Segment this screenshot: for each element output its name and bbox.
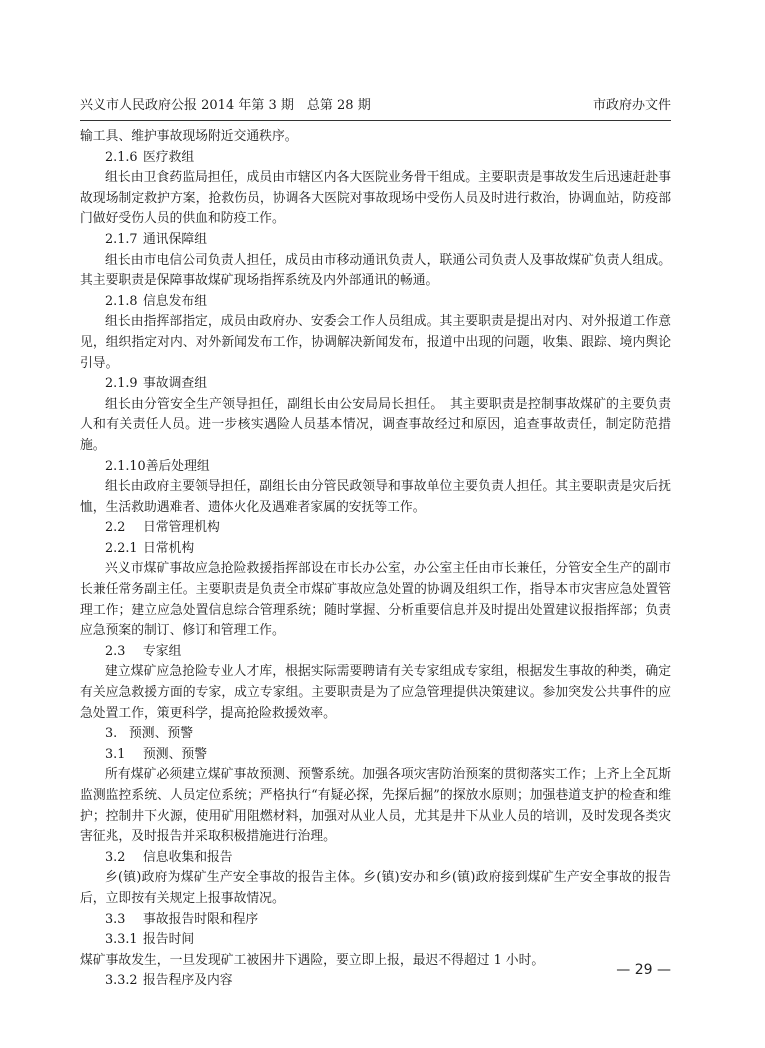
section-number: 2.1.7 xyxy=(105,231,138,247)
section-heading xyxy=(80,910,671,931)
document-body xyxy=(80,127,671,992)
paragraph: 建立煤矿应急抢险专业人才库，根据实际需要聘请有关专家组成专家组，根据发生事故的种类，确定有关应急救援方面的专家，成立专家组。主要职责是为了应急管理提供决策建议。参加突发公共事件的应急处置工作，策更科学，提高抢险救援效率。 xyxy=(80,664,671,721)
section-title: 预测、预警 xyxy=(143,746,207,762)
paragraph: 组长由分管安全生产领导担任，副组长由公安局局长担任。 其主要职责是控制事故煤矿的主要负责人和有关责任人员。进一步核实遇险人员基本情况，调查事故经过和原因，追查事故责任，制定防范措施。 xyxy=(80,396,671,453)
section-title: 日常管理机构 xyxy=(143,520,220,536)
section-heading xyxy=(80,539,671,560)
paragraph: 组长由指挥部指定，成员由政府办、安委会工作人员组成。其主要职责是提出对内、对外报道工作意见，组织指定对内、对外新闻发布工作，协调解决新闻发布，报道中出现的问题，收集、跟踪、境内舆论引导。 xyxy=(80,314,671,371)
paragraph: 组长由卫食药监局担任，成员由市辖区内各大医院业务骨干组成。主要职责是事故发生后迅速赶赴事故现场制定救护方案，抢救伤员，协调各大医院对事故现场中受伤人员及时进行救治，协调血站，防疫部门做好受伤人员的供血和防疫工作。 xyxy=(80,170,671,227)
section-number: 3.3.1 xyxy=(105,932,138,948)
page-header xyxy=(80,96,671,116)
section-number: 2.2.1 xyxy=(105,540,138,556)
section-heading xyxy=(80,148,671,169)
section-heading xyxy=(80,457,671,478)
header-publication-title: 兴义市人民政府公报 2014 年第 3 期 总第 28 期 xyxy=(80,98,371,113)
section-heading xyxy=(80,642,671,663)
header-divider xyxy=(80,120,671,121)
section-number: 2.1.6 xyxy=(105,149,138,165)
section-number: 2.2 xyxy=(105,520,126,536)
paragraph: 组长由政府主要领导担任，副组长由分管民政领导和事故单位主要负责人担任。其主要职责是灾后抚恤，生活救助遇难者、遗体火化及遇难者家属的安抚等工作。 xyxy=(80,479,671,515)
section-number: 3. xyxy=(105,726,118,742)
section-title: 预测、预警 xyxy=(129,726,193,742)
section-number: 3.1 xyxy=(105,746,126,762)
paragraph-continuation: 输工具、维护事故现场附近交通秩序。 xyxy=(80,129,298,144)
section-title: 善后处理组 xyxy=(145,458,210,474)
section-number: 2.1.9 xyxy=(105,376,138,392)
section-title: 事故报告时限和程序 xyxy=(143,911,259,927)
section-number: 2.1.10 xyxy=(105,458,146,474)
section-heading xyxy=(80,745,671,766)
section-heading xyxy=(80,724,671,745)
section-heading xyxy=(80,930,671,951)
paragraph: 乡(镇)政府为煤矿生产安全事故的报告主体。乡(镇)安办和乡(镇)政府接到煤矿生产安全事故的报告后，立即按有关规定上报事故情况。 xyxy=(80,870,671,906)
section-title: 报告时间 xyxy=(143,932,195,948)
section-heading xyxy=(80,518,671,539)
page-number: — 29 — xyxy=(616,962,671,978)
section-title: 信息发布组 xyxy=(143,293,207,309)
section-title: 报告程序及内容 xyxy=(143,973,233,989)
section-title: 通讯保障组 xyxy=(143,231,207,247)
section-heading xyxy=(80,971,671,992)
paragraph: 组长由市电信公司负责人担任，成员由市移动通讯负责人，联通公司负责人及事故煤矿负责人组成。其主要职责是保障事故煤矿现场指挥系统及内外部通讯的畅通。 xyxy=(80,252,671,289)
section-heading xyxy=(80,374,671,395)
section-heading xyxy=(80,230,671,251)
section-number: 3.3.2 xyxy=(105,973,138,989)
section-heading xyxy=(80,292,671,313)
section-number: 3.2 xyxy=(105,849,126,865)
section-number: 3.3 xyxy=(105,911,126,927)
section-number: 2.1.8 xyxy=(105,293,138,309)
paragraph: 所有煤矿必须建立煤矿事故预测、预警系统。加强各项灾害防治预案的贯彻落实工作；上齐上全瓦斯监测监控系统、人员定位系统；严格执行“有疑必探，先探后掘”的探放水原则；加强巷道支护的检查和维护；控制井下火源，使用矿用阻燃材料，加强对从业人员，尤其是井下从业人员的培训，及时发现各类灾害征兆，及时报告并采取积极措施进行治理。 xyxy=(80,767,671,845)
header-section-title: 市政府办文件 xyxy=(592,98,671,113)
section-heading xyxy=(80,848,671,869)
paragraph-continuation: 煤矿事故发生，一旦发现矿工被困井下遇险，要立即上报，最迟不得超过 1 小时。 xyxy=(80,952,545,968)
section-title: 事故调查组 xyxy=(143,376,207,392)
section-title: 信息收集和报告 xyxy=(143,849,233,865)
paragraph: 兴义市煤矿事故应急抢险救援指挥部设在市长办公室，办公室主任由市长兼任，分管安全生产的副市长兼任常务副主任。主要职责是负责全市煤矿事故应急处置的协调及组织工作，指导本市灾害应急处置管理工作；建立应急处置信息综合管理系统；随时掌握、分析重要信息并及时提出处置建议报指挥部；负责应急预案的制订、修订和管理工作。 xyxy=(80,561,671,639)
section-title: 专家组 xyxy=(143,643,182,659)
section-title: 医疗救组 xyxy=(143,149,195,165)
section-number: 2.3 xyxy=(105,643,126,659)
section-title: 日常机构 xyxy=(143,540,195,556)
